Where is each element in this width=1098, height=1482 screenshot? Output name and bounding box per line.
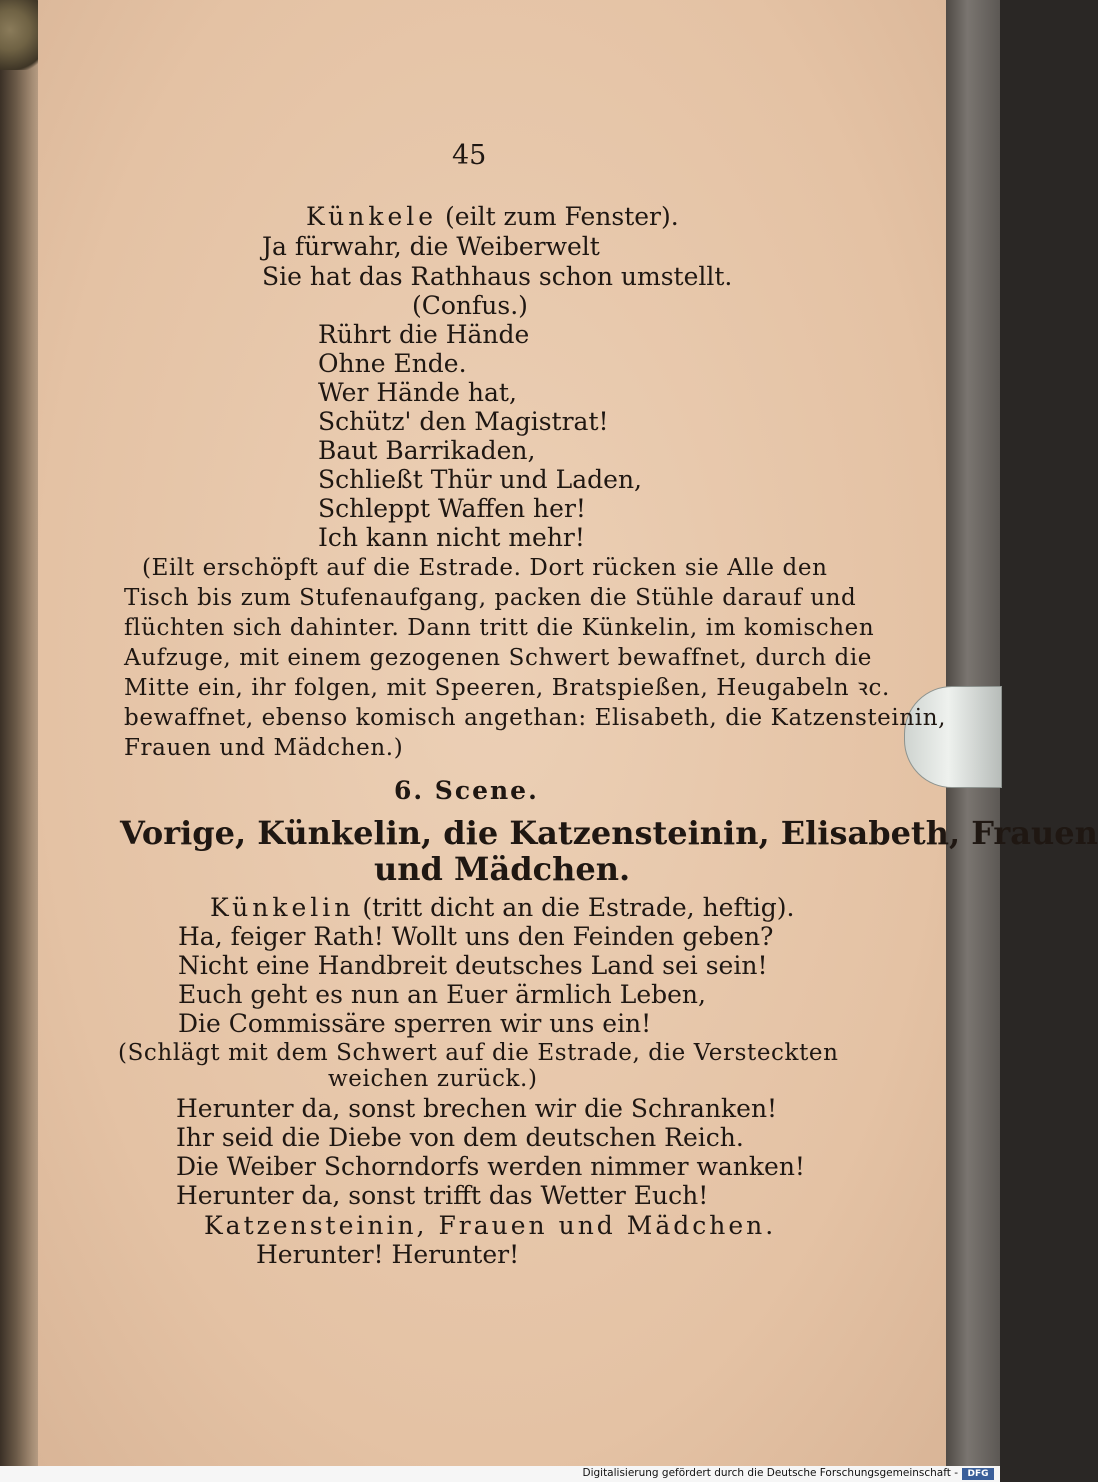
stage-direction-line: bewaffnet, ebenso komisch angethan: Elisabeth, die Katzensteinin, — [124, 705, 947, 731]
verse-line: Nicht eine Handbreit deutsches Land sei sein! — [178, 951, 768, 980]
speaker-name: Künkelin — [210, 893, 355, 922]
verse-line: Baut Barrikaden, — [318, 436, 536, 465]
stage-direction-line: (Eilt erschöpft auf die Estrade. Dort rücken sie Alle den — [142, 555, 828, 581]
verse-line: Ich kann nicht mehr! — [318, 523, 585, 552]
stage-direction-line: Tisch bis zum Stufenaufgang, packen die Stühle darauf und — [124, 585, 857, 611]
digitization-credit: Digitalisierung gefördert durch die Deutsche Forschungsgemeinschaft - — [582, 1467, 958, 1479]
verse-line: Ja fürwahr, die Weiberwelt — [262, 232, 600, 261]
stage-direction-line: Frauen und Mädchen.) — [124, 735, 404, 761]
verse-line: Ha, feiger Rath! Wollt uns den Feinden geben? — [178, 922, 774, 951]
scene-heading: und Mädchen. — [374, 850, 631, 888]
stage-direction-line: flüchten sich dahinter. Dann tritt die Künkelin, im komischen — [124, 615, 875, 641]
verse-line: Sie hat das Rathhaus schon umstellt. — [262, 262, 733, 291]
verse-line: Ohne Ende. — [318, 349, 467, 378]
verse-line: Schütz' den Magistrat! — [318, 407, 609, 436]
verse-line: Schleppt Waffen her! — [318, 494, 586, 523]
stage-direction: (Confus.) — [412, 291, 528, 320]
verse-line: Herunter da, sonst trifft das Wetter Euch! — [176, 1181, 709, 1210]
stage-direction-line: (Schlägt mit dem Schwert auf die Estrade, die Versteckten — [118, 1040, 839, 1066]
verse-line: Ihr seid die Diebe von dem deutschen Reich. — [176, 1123, 744, 1152]
dfg-logo: DFG — [962, 1468, 994, 1480]
verse-line: Die Commissäre sperren wir uns ein! — [178, 1009, 652, 1038]
speaker-line-kuenkelin — [210, 893, 794, 923]
verse-line: Schließt Thür und Laden, — [318, 465, 642, 494]
verse-line: Herunter! Herunter! — [256, 1240, 520, 1269]
stage-direction: (tritt dicht an die Estrade, heftig). — [354, 893, 795, 922]
stage-direction-line: Mitte ein, ihr folgen, mit Speeren, Bratspießen, Heugabeln ꝛc. — [124, 675, 890, 701]
stage-direction-line: Aufzuge, mit einem gezogenen Schwert bewaffnet, durch die — [124, 645, 873, 671]
speaker-name: Künkele — [306, 202, 438, 231]
speaker-line-kuenkele — [306, 202, 679, 232]
verse-line: Euch geht es nun an Euer ärmlich Leben, — [178, 980, 706, 1009]
verse-line: Wer Hände hat, — [318, 378, 517, 407]
scene-heading: Vorige, Künkelin, die Katzensteinin, Elisabeth, Frauen — [120, 814, 1098, 852]
page-number: 45 — [452, 140, 487, 171]
stage-direction-line: weichen zurück.) — [328, 1066, 538, 1092]
verse-line: Die Weiber Schorndorfs werden nimmer wanken! — [176, 1152, 805, 1181]
scene-number: 6. Scene. — [394, 776, 539, 805]
verse-line: Herunter da, sonst brechen wir die Schranken! — [176, 1094, 778, 1123]
speaker-line-chorus: Katzensteinin, Frauen und Mädchen. — [204, 1211, 777, 1240]
stage-direction: (eilt zum Fenster). — [437, 202, 679, 231]
verse-line: Rührt die Hände — [318, 320, 530, 349]
